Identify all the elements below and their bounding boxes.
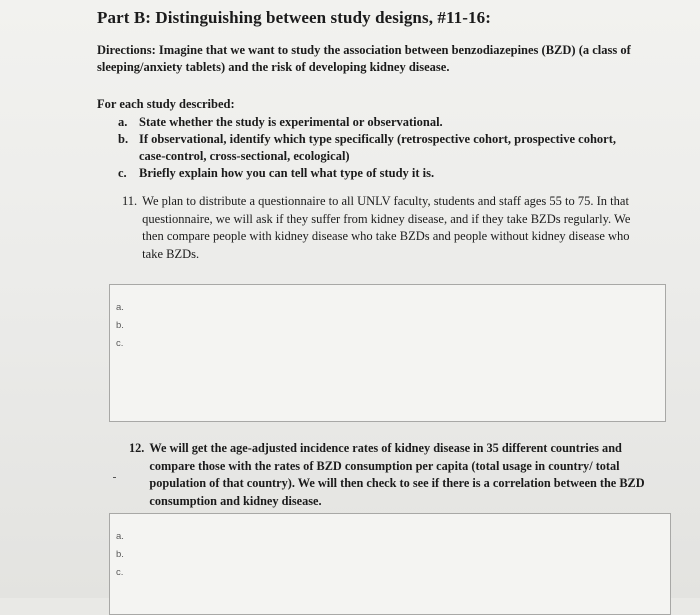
instruction-item xyxy=(118,165,638,182)
instruction-text: State whether the study is experimental or observational. xyxy=(139,115,443,129)
instruction-letter: c. xyxy=(118,166,127,180)
question-12 xyxy=(129,440,654,510)
answer-label-b: b. xyxy=(116,320,124,331)
question-number: 11. xyxy=(122,194,138,208)
pen-mark xyxy=(113,477,116,478)
for-each-heading: For each study described: xyxy=(97,97,235,111)
answer-label-a: a. xyxy=(116,531,124,542)
instruction-item xyxy=(118,114,638,131)
answer-box-12[interactable] xyxy=(109,513,671,615)
instruction-letter: b. xyxy=(118,132,129,146)
question-11 xyxy=(122,193,647,263)
directions-text: Directions: Imagine that we want to study the association between benzodiazepines (BZD) (a class of sleeping/anxiety tablets) and the risk of developing kidney disease. xyxy=(97,43,631,74)
answer-label-c: c. xyxy=(116,567,124,578)
instruction-text: If observational, identify which type specifically (retrospective cohort, prospective cohort, case-control, cross-sectional, ecological) xyxy=(139,132,617,163)
answer-label-a: a. xyxy=(116,302,124,313)
answer-box-11[interactable] xyxy=(109,284,666,422)
question-text: We plan to distribute a questionnaire to all UNLV faculty, students and staff ages 55 to 75. In that questionnaire, we will ask if they suffer from kidney disease, and if they take BZDs regularly. We then compare people with kidney disease who take BZDs and people without kidney disease who take BZDs. xyxy=(142,194,631,261)
page-title: Part B: Distinguishing between study designs, #11-16: xyxy=(97,8,491,27)
question-text: We will get the age-adjusted incidence rates of kidney disease in 35 different countries and compare those with the rates of BZD consumption per capita (total usage in country/ total population of that country). We will then check to see if there is a correlation between the BZD consumption and kidney disease. xyxy=(149,441,645,508)
answer-label-c: c. xyxy=(116,338,124,349)
answer-label-b: b. xyxy=(116,549,124,560)
question-number: 12. xyxy=(129,441,145,455)
instruction-letter: a. xyxy=(118,115,128,129)
instruction-text: Briefly explain how you can tell what type of study it is. xyxy=(139,166,435,180)
instruction-list xyxy=(118,114,638,182)
instruction-item xyxy=(118,131,638,165)
